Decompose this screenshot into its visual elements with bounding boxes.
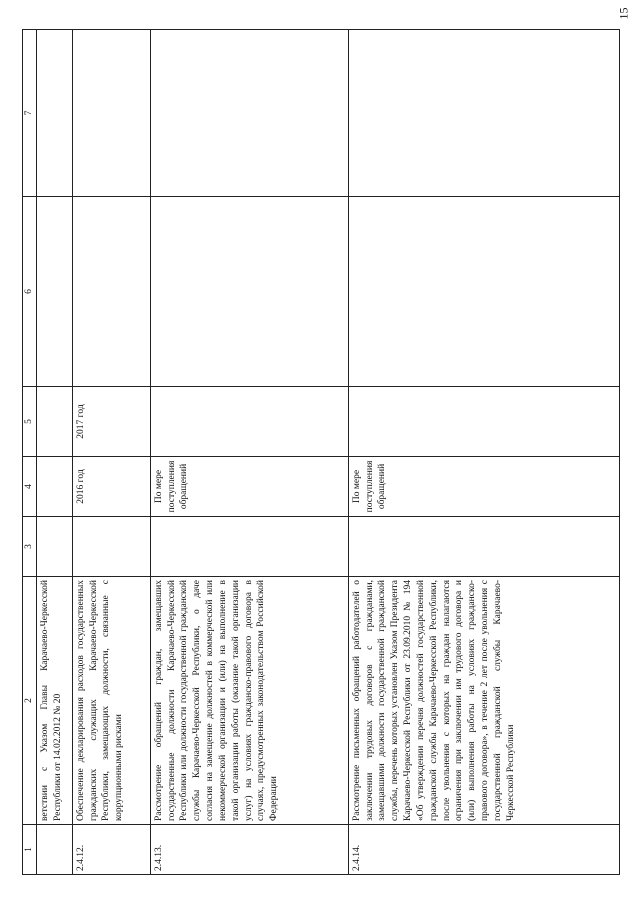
row-text: ветствии с Указом Главы Карачаево-Черкесской Республики от 14.02.2012 № 20	[36, 577, 72, 825]
row-col4	[36, 457, 72, 517]
row-number: 2.4.13.	[150, 825, 348, 875]
row-text: Рассмотрение письменных обращений работодателей о заключении трудовых договоров с гражданами, замещавшими должности государственной гражданской службы, перечень которых установлен Указом Президента Карачаево-Черкесской Республики от 23.09.2010 № 194 «Об утверждении перечня должностей государственной гражданской службы Карачаево-Черкесской Республики, после увольнения с которых на граждан налагаются ограничения при заключении им трудового договора и (или) выполнения работы на условиях гражданско-правового договора», в течение 2 лет после увольнения с государственной гражданской службы Карачаево-Черкесской Республики	[348, 577, 619, 825]
row-col4: По мере поступления обращений	[348, 457, 619, 517]
col-header-7: 7	[23, 30, 37, 197]
table-row	[348, 30, 619, 875]
page-number: 15	[616, 7, 631, 20]
col-header-2: 2	[23, 577, 37, 825]
col-header-3: 3	[23, 517, 37, 577]
row-number: 2.4.12.	[72, 825, 150, 875]
row-col5	[348, 387, 619, 457]
row-col3	[150, 517, 348, 577]
row-number: 2.4.14.	[348, 825, 619, 875]
row-col4: 2016 год	[72, 457, 150, 517]
row-col7	[348, 30, 619, 197]
row-col6	[36, 197, 72, 387]
table-row	[150, 30, 348, 875]
row-col4: По мере поступления обращений	[150, 457, 348, 517]
row-text: Рассмотрение обращений граждан, замещавших государственные должности Карачаево-Черкесской Республики или должности государственной гражданской службы Карачаево-Черкесской Республики, о даче согласия на замещение должностей в коммерческой или некоммерческой организации и (или) на выполнение в такой организации работы (оказание такой организации услуг) на условиях гражданско-правового договора в случаях, предусмотренных законодательством Российской Федерации	[150, 577, 348, 825]
table-row	[36, 30, 72, 875]
col-header-6: 6	[23, 197, 37, 387]
col-header-5: 5	[23, 387, 37, 457]
rotated-table-container	[22, 30, 620, 875]
row-col3	[72, 517, 150, 577]
row-number	[36, 825, 72, 875]
row-col7	[72, 30, 150, 197]
row-col7	[150, 30, 348, 197]
row-col3	[36, 517, 72, 577]
row-col6	[348, 197, 619, 387]
table-row	[72, 30, 150, 875]
row-col6	[72, 197, 150, 387]
row-col5	[150, 387, 348, 457]
col-header-4: 4	[23, 457, 37, 517]
row-col5	[36, 387, 72, 457]
row-col3	[348, 517, 619, 577]
row-text: Обеспечение декларирования расходов государственных гражданских служащих Карачаево-Черкесской Республики, замещающих должности, связанные с коррупционными рисками	[72, 577, 150, 825]
header-row	[23, 30, 37, 875]
col-header-1: 1	[23, 825, 37, 875]
row-col5: 2017 год	[72, 387, 150, 457]
row-col6	[150, 197, 348, 387]
measures-table	[22, 29, 620, 875]
row-col7	[36, 30, 72, 197]
